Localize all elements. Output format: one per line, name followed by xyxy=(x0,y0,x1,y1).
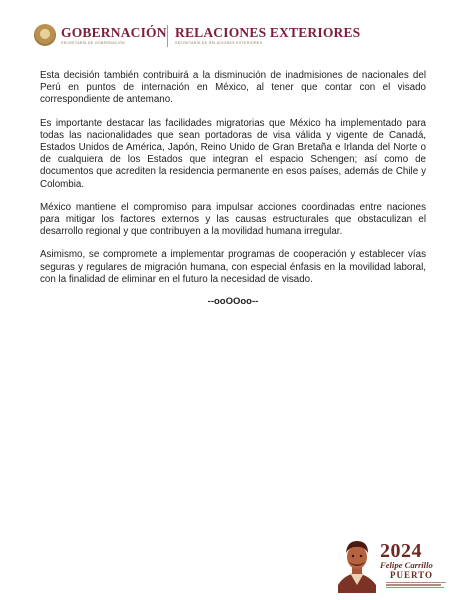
logo-year: 2024 xyxy=(380,540,422,562)
relaciones-title: RELACIONES EXTERIORES xyxy=(175,25,361,40)
portrait-icon xyxy=(336,535,378,593)
header-divider xyxy=(167,25,168,47)
letterhead xyxy=(34,22,364,56)
relaciones-subtitle: SECRETARÍA DE RELACIONES EXTERIORES xyxy=(175,41,263,45)
paragraph-3: México mantiene el compromiso para impulsar acciones coordinadas entre naciones para mitigar los factores externos y las causas estructurales que obstaculizan el desarrollo regional y que contribuyen a la movilidad humana irregular. xyxy=(40,201,426,238)
logo-text-block xyxy=(380,541,462,590)
gobernacion-title: GOBERNACIÓN xyxy=(61,25,167,40)
closing-mark: --ooOOoo-- xyxy=(207,296,259,308)
national-seal-icon xyxy=(34,24,56,46)
felipe-carrillo-puerto-2024-logo xyxy=(336,535,461,595)
gobernacion-block xyxy=(61,26,167,46)
document-body xyxy=(40,70,426,308)
relaciones-block xyxy=(175,26,360,46)
logo-fine-print xyxy=(380,582,462,589)
paragraph-2: Es importante destacar las facilidades migratorias que México ha implementado para todas las nacionalidades que sean portadoras de visa válida y vigente de Canadá, Estados Unidos de América, Japón, Reino Unido de Gran Bretaña e Irlanda del Norte o de cualquiera de los Estados que integran el espacio Schengen; así como de documentos que acrediten la residencia permanente en esos países, además de Chile y Colombia. xyxy=(40,117,426,190)
logo-name-line1: Felipe Carrillo xyxy=(380,560,433,570)
logo-name-line2: PUERTO xyxy=(390,570,434,580)
paragraph-4: Asimismo, se compromete a implementar programas de cooperación y establecer vías seguras y regulares de migración humana, con especial énfasis en la movilidad laboral, con la finalidad de eliminar en el futuro la necesidad de visado. xyxy=(40,249,426,285)
paragraph-1: Esta decisión también contribuirá a la disminución de inadmisiones de nacionales del Perú en puntos de internación en México, al tener que contar con el visado correspondiente de antemano. xyxy=(40,70,426,106)
gobernacion-subtitle: SECRETARÍA DE GOBERNACIÓN xyxy=(61,41,125,45)
